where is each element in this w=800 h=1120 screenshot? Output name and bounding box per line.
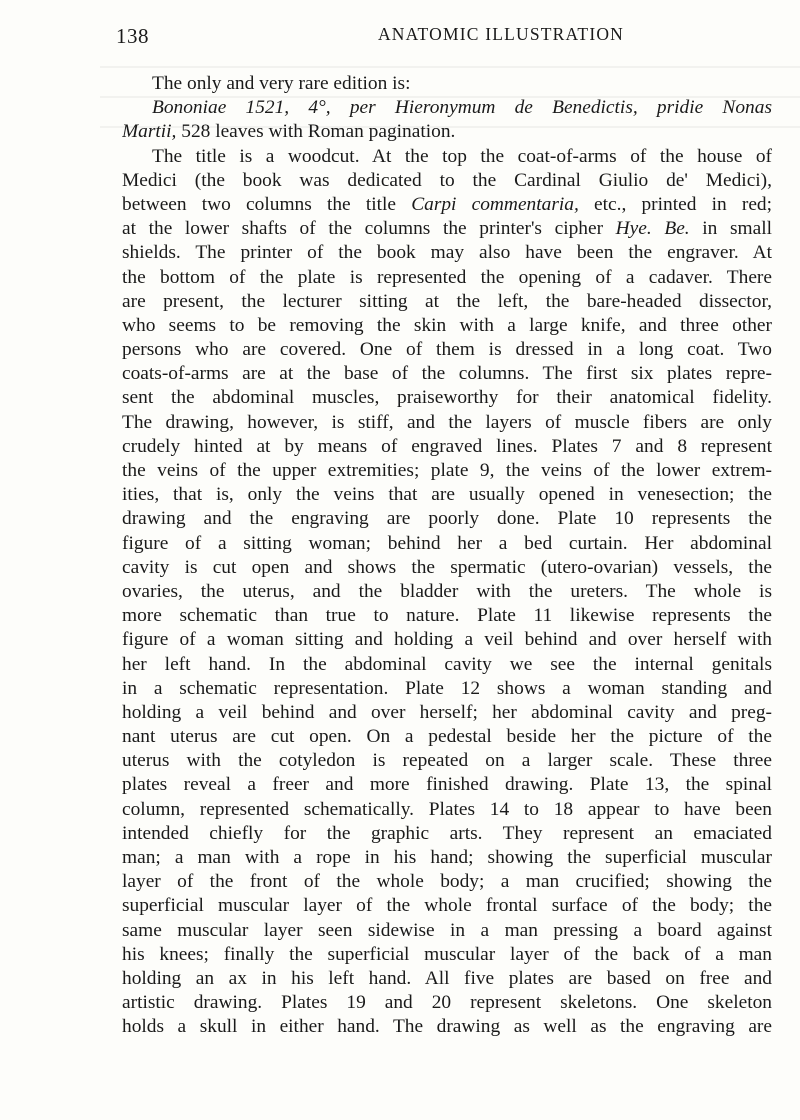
text-run: in small — [689, 218, 772, 240]
page-header — [116, 22, 772, 52]
text-line: The drawing, however, is stiff, and the layers of muscle fibers are only — [122, 411, 772, 433]
text-line: ities, that is, only the veins that are usually opened in venesection; the — [122, 484, 772, 506]
text-line: nant uterus are cut open. On a pedestal beside her the picture of the — [122, 726, 772, 748]
text-line: figure of a sitting woman; behind her a bed curtain. Her abdominal — [122, 532, 772, 554]
text-line: the veins of the upper extremities; plate 9, the veins of the lower extrem- — [122, 460, 772, 481]
text-line: superficial muscular layer of the whole frontal surface of the body; the — [122, 895, 772, 917]
text-line: sent the abdominal muscles, praiseworthy for their anatomical fidelity. — [122, 387, 772, 409]
text-line: Medici (the book was dedicated to the Cardinal Giulio de' Medici), — [122, 169, 772, 191]
italic-text: Carpi commentaria, — [411, 193, 579, 215]
text-line — [122, 193, 772, 217]
text-line: holding an ax in his left hand. All five plates are based on free and — [122, 967, 772, 989]
text-line: holds a skull in either hand. The drawing as well as the engraving are — [122, 1016, 772, 1038]
text-line: the bottom of the plate is represented the opening of a cadaver. There — [122, 266, 772, 288]
text-line: who seems to be removing the skin with a large knife, and three other — [122, 314, 772, 336]
text-line: man; a man with a rope in his hand; showing the superficial muscular — [122, 847, 772, 868]
text-line: crudely hinted at by means of engraved lines. Plates 7 and 8 represent — [122, 435, 772, 457]
text-line: column, represented schematically. Plates 14 to 18 appear to have been — [122, 798, 772, 820]
text-line: The only and very rare edition is: — [152, 73, 411, 94]
text-line: ovaries, the uterus, and the bladder with the ureters. The whole is — [122, 580, 772, 602]
text-run: between two columns the title — [122, 193, 412, 215]
text-line: holding a veil behind and over herself; her abdominal cavity and preg- — [122, 701, 772, 723]
text-line: his knees; finally the superficial muscular layer of the back of a man — [122, 943, 772, 965]
text-line: same muscular layer seen sidewise in a man pressing a board against — [122, 919, 772, 941]
text-line: her left hand. In the abdominal cavity we see the internal genitals — [122, 653, 772, 675]
text-line: coats-of-arms are at the base of the columns. The first six plates repre- — [122, 363, 772, 385]
text-run: etc., printed in red; — [578, 193, 772, 215]
text-line: in a schematic representation. Plate 12 shows a woman standing and — [122, 677, 772, 699]
body-text — [122, 72, 772, 1040]
text-line: layer of the front of the whole body; a man crucified; showing the — [122, 871, 772, 893]
text-line — [122, 120, 772, 144]
text-line: Bononiae 1521, 4°, per Hieronymum de Benedictis, pridie Nonas — [152, 97, 772, 119]
italic-text: Hye. Be. — [615, 218, 690, 240]
text-line: plates reveal a freer and more finished drawing. Plate 13, the spinal — [122, 774, 772, 796]
text-run: at the lower shafts of the columns the printer's cipher — [122, 218, 616, 240]
text-line: drawing and the engraving are poorly done. Plate 10 represents the — [122, 508, 772, 530]
running-head: ANATOMIC ILLUSTRATION — [377, 24, 625, 44]
italic-text: Martii, — [122, 121, 177, 143]
text-run: 528 leaves with Roman pagination. — [176, 121, 456, 143]
text-line: intended chiefly for the graphic arts. They represent an emaciated — [122, 822, 772, 844]
text-line: are present, the lecturer sitting at the left, the bare-headed dissector, — [122, 290, 772, 312]
page-number: 138 — [116, 24, 149, 48]
text-line: The title is a woodcut. At the top the coat-of-arms of the house of — [152, 145, 772, 167]
text-line: persons who are covered. One of them is dressed in a long coat. Two — [122, 339, 772, 361]
text-line: cavity is cut open and shows the spermatic (utero-ovarian) vessels, the — [122, 556, 772, 578]
text-line: artistic drawing. Plates 19 and 20 represent skeletons. One skeleton — [122, 992, 772, 1014]
text-line — [122, 217, 772, 241]
text-line: shields. The printer of the book may also have been the engraver. At — [122, 242, 772, 264]
text-line: more schematic than true to nature. Plate 11 likewise represents the — [122, 605, 772, 627]
text-line: figure of a woman sitting and holding a veil behind and over herself with — [122, 629, 772, 651]
text-line: uterus with the cotyledon is repeated on a larger scale. These three — [122, 750, 772, 772]
